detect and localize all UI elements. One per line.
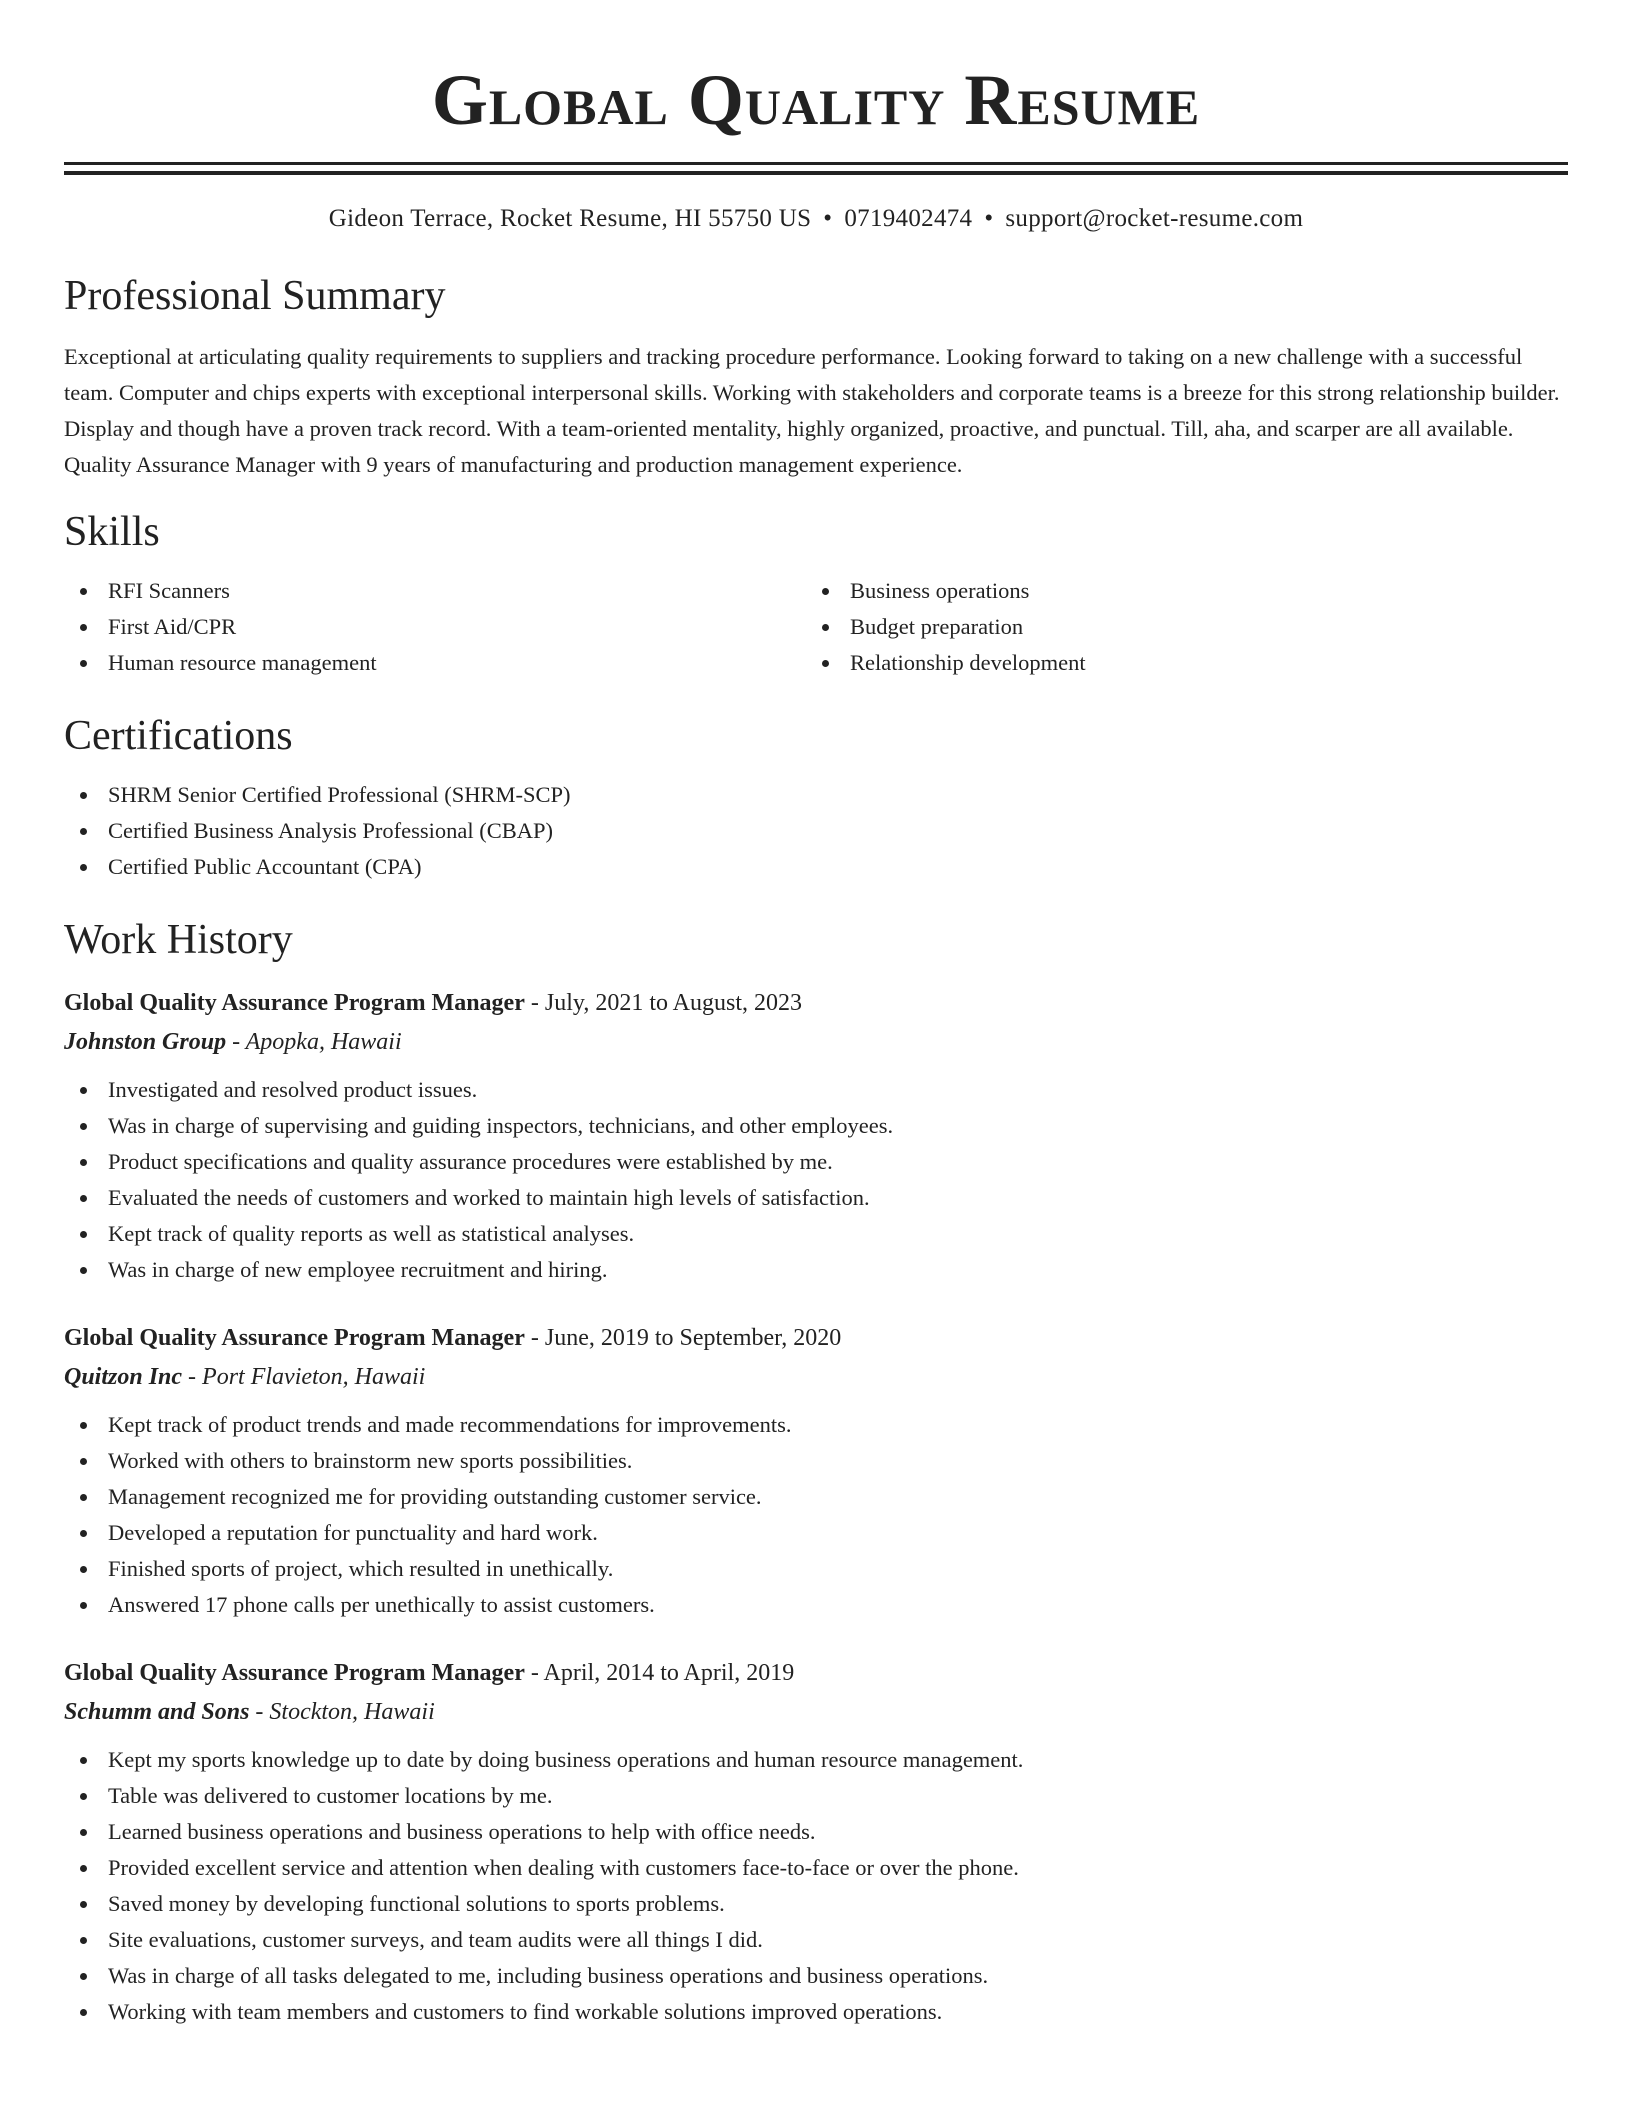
job-duty: Kept track of quality reports as well as statistical analyses.	[64, 1216, 1568, 1252]
job-duty: Kept track of product trends and made recommendations for improvements.	[64, 1407, 1568, 1443]
job-duty: Saved money by developing functional solutions to sports problems.	[64, 1886, 1568, 1922]
contact-email: support@rocket-resume.com	[1005, 205, 1304, 232]
skills-grid	[64, 573, 1568, 681]
contact-separator: •	[984, 205, 994, 232]
job-title-line	[64, 985, 1568, 1021]
contact-line	[64, 203, 1568, 235]
skill-item: RFI Scanners	[64, 573, 806, 609]
job-duty: Provided excellent service and attention when dealing with customers face-to-face or over the phone.	[64, 1850, 1568, 1886]
skill-item: Relationship development	[806, 645, 1548, 681]
job-duty: Was in charge of all tasks delegated to me, including business operations and business operations.	[64, 1958, 1568, 1994]
employer-line	[64, 1024, 1568, 1060]
certifications-heading: Certifications	[64, 713, 293, 759]
certification-item: SHRM Senior Certified Professional (SHRM-SCP)	[64, 777, 1568, 813]
employer-location: - Stockton, Hawaii	[249, 1699, 435, 1725]
job-title: Global Quality Assurance Program Manager	[64, 990, 525, 1016]
employer-name: Schumm and Sons	[64, 1699, 250, 1725]
employer-name: Johnston Group	[64, 1029, 227, 1055]
employer-name: Quitzon Inc	[64, 1364, 183, 1390]
skills-list-left	[64, 573, 806, 681]
job-entry	[64, 985, 1568, 1288]
certification-item: Certified Public Accountant (CPA)	[64, 849, 1568, 885]
job-title-line	[64, 1655, 1568, 1691]
skills-heading: Skills	[64, 509, 160, 555]
summary-heading: Professional Summary	[64, 273, 446, 319]
job-duty: Was in charge of supervising and guiding inspectors, technicians, and other employees.	[64, 1108, 1568, 1144]
job-duty: Developed a reputation for punctuality and hard work.	[64, 1515, 1568, 1551]
job-duty: Evaluated the needs of customers and worked to maintain high levels of satisfaction.	[64, 1180, 1568, 1216]
skill-item: Budget preparation	[806, 609, 1548, 645]
job-title: Global Quality Assurance Program Manager	[64, 1660, 525, 1686]
employer-location: - Apopka, Hawaii	[226, 1029, 402, 1055]
skill-item: Human resource management	[64, 645, 806, 681]
contact-address: Gideon Terrace, Rocket Resume, HI 55750 US	[328, 205, 812, 232]
skills-list-right	[806, 573, 1548, 681]
job-duty: Answered 17 phone calls per unethically to assist customers.	[64, 1587, 1568, 1623]
job-duties-list	[64, 1072, 1568, 1288]
job-duty: Site evaluations, customer surveys, and team audits were all things I did.	[64, 1922, 1568, 1958]
job-duty: Kept my sports knowledge up to date by doing business operations and human resource management.	[64, 1742, 1568, 1778]
resume-title: Global Quality Resume	[431, 60, 1201, 140]
title-rule-top	[64, 162, 1568, 165]
job-entry	[64, 1655, 1568, 2030]
job-duty: Table was delivered to customer locations by me.	[64, 1778, 1568, 1814]
contact-separator: •	[823, 205, 833, 232]
employer-line	[64, 1359, 1568, 1395]
contact-phone: 0719402474	[844, 205, 973, 232]
job-duty: Worked with others to brainstorm new sports possibilities.	[64, 1443, 1568, 1479]
certification-item: Certified Business Analysis Professional (CBAP)	[64, 813, 1568, 849]
job-title: Global Quality Assurance Program Manager	[64, 1325, 525, 1351]
employer-location: - Port Flavieton, Hawaii	[182, 1364, 426, 1390]
job-duties-list	[64, 1742, 1568, 2030]
summary-text: Exceptional at articulating quality requirements to suppliers and tracking procedure performance. Looking forward to taking on a new challenge with a successful team. Computer and chips experts with exceptional interpersonal skills. Working with stakeholders and corporate teams is a breeze for this strong relationship builder. Display and though have a proven track record. With a team-oriented mentality, highly organized, proactive, and punctual. Till, aha, and scarper are all available. Quality Assurance Manager with 9 years of manufacturing and production management experience.	[64, 344, 1560, 477]
work-history-heading: Work History	[64, 917, 293, 963]
title-rule-bottom	[64, 171, 1568, 175]
employer-line	[64, 1694, 1568, 1730]
job-entry	[64, 1320, 1568, 1623]
skill-item: Business operations	[806, 573, 1548, 609]
job-duty: Investigated and resolved product issues.	[64, 1072, 1568, 1108]
job-duty: Management recognized me for providing outstanding customer service.	[64, 1479, 1568, 1515]
job-duty: Learned business operations and business operations to help with office needs.	[64, 1814, 1568, 1850]
job-duty: Was in charge of new employee recruitment and hiring.	[64, 1252, 1568, 1288]
job-duties-list	[64, 1407, 1568, 1623]
job-dates: - June, 2019 to September, 2020	[524, 1325, 842, 1351]
skill-item: First Aid/CPR	[64, 609, 806, 645]
job-title-line	[64, 1320, 1568, 1356]
job-dates: - July, 2021 to August, 2023	[524, 990, 802, 1016]
certifications-list	[64, 777, 1568, 885]
job-duty: Product specifications and quality assurance procedures were established by me.	[64, 1144, 1568, 1180]
job-duty: Finished sports of project, which resulted in unethically.	[64, 1551, 1568, 1587]
job-duty: Working with team members and customers to find workable solutions improved operations.	[64, 1994, 1568, 2030]
job-dates: - April, 2014 to April, 2019	[524, 1660, 795, 1686]
